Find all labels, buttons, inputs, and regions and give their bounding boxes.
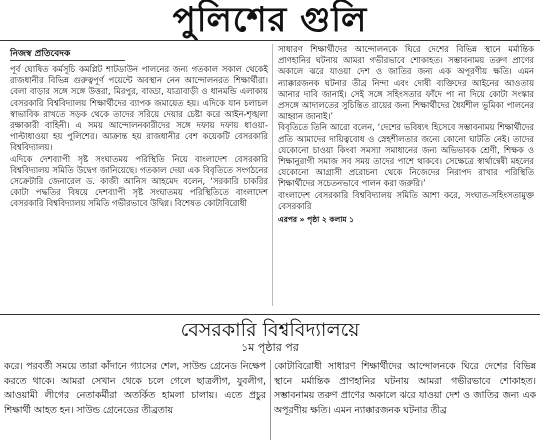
article-paragraph: পূর্ব ঘোষিত কর্মসূচি কমপ্লিট শাটডাউন পালনের জন্য গতকাল সকাল থেকেই রাজধানীর বিভিন্ন গুরুত্বপূর্ণ পয়েন্টে অবস্থান নেন আন্দোলনরত শিক্ষার্থীরা। বেলা বাড়ার সঙ্গে সঙ্গে উত্তরা, মিরপুর, বাড্ডা, যাত্রাবাড়ী ও ধানমন্ডি এলাকায় বেসরকারি বিশ্ববিদ্যালয় শিক্ষার্থীদের ব্যাপক জমায়েত হয়। এদিকে যান চলাচল স্বাভাবিক রাখতে সড়ক থেকে তাদের সরিয়ে দেয়ার চেষ্টা করে আইন-শৃঙ্খলা রক্ষাকারী বাহিনী। এ সময় আন্দোলনকারীদের সঙ্গে দফায় দফায় ধাওয়া-পাল্টাধাওয়া হয় পুলিশের। আক্রান্ত হয় রাজধানীর বেশ কয়েকটি বেসরকারি বিশ্ববিদ্যালয়। [10,64,268,153]
article2-paragraph: কোটাবিরোধী সাধারণ শিক্ষার্থীদের আন্দোলনকে ঘিরে দেশের বিভিন্ন স্থানে মর্মান্তিক প্রাণহানির ঘটনায় আমরা গভীরভাবে শোকাহত। সম্ভাবনাময় তরুণ প্রাণের অকালে ঝরে যাওয়া দেশ ও জাতির জন্য এক অপূরণীয় ক্ষতি। এমন ন্যাক্কারজনক ঘটনার তীব্র [274,361,536,416]
headline-divider [0,40,540,41]
article2-column-divider [270,360,271,440]
byline-underline [10,60,125,61]
article2-continued-from: ১ম পৃষ্ঠার পর [241,341,299,354]
article-headline-container [0,0,540,42]
article-column-right [278,44,534,312]
article-paragraph: বিবৃতিতে তিনি আরো বলেন, ‘দেশের ভবিষ্যৎ হিসেবে সম্ভাবনাময় শিক্ষার্থীদের প্রতি আমাদের দায়িত্ববোধ ও স্নেহশীলতার জন্যে কোনো ঘাটতি নেই। তাদের যেকোনো চাওয়া কিংবা সমস্যা সমাধানের জন্য অভিভাবক শ্রেণী, শিক্ষক ও শিক্ষানুরাগী সমাজ সব সময় তাদের পাশে থাকবে। সেক্ষেত্রে স্বার্থান্বেষী মহলের যেকোনো আগ্রাসী প্ররোচনা থেকে নিজেদের নিরাপদ রাখার পরিস্থিতি শিক্ষার্থীদের সচেতনভাবে পালন করা জরুরি।’ [278,122,534,189]
reporter-byline: নিজস্ব প্রতিবেদক [10,49,71,59]
article-paragraph: সাধারণ শিক্ষার্থীদের আন্দোলনকে ঘিরে দেশের বিভিন্ন স্থানে মর্মান্তিক প্রাণহানির ঘটনায় আমরা গভীরভাবে শোকাহত। সম্ভাবনাময় তরুণ প্রাণের অকালে ঝরে যাওয়া দেশ ও জাতির জন্য এক অপূরণীয় ক্ষতি। এমন ন্যাক্কারজনক ঘটনার তীব্র নিন্দা এবং দোষী ব্যক্তিদের আইনের আওতায় আনার দাবি জানাই। সেই সঙ্গে সহিংসতার ফাঁদে পা না দিয়ে কোটা সংস্কার প্রসঙ্গে আদালতের সুচিন্তিত রায়ের জন্য শিক্ষার্থীদের ধৈর্যশীল ভূমিকা পালনের আহ্বান জানাই।’ [278,44,534,122]
article-column-left [10,64,268,312]
article2-headline: বেসরকারি বিশ্ববিদ্যালয়ে [180,319,360,341]
article2-column-left [4,360,266,440]
article-paragraph: এদিকে দেশব্যাপী সৃষ্ট সংঘাতময় পরিস্থিতি নিয়ে বাংলাদেশ বেসরকারি বিশ্ববিদ্যালয় সমিতি উদ্বেগ জানিয়েছে। গতকাল দেয়া এক বিবৃতিতে সংগঠনের সেক্রেটারি জেনারেল ড. কাজী আনিস আহমেদ বলেন, ‘সরকারি চাকরির কোটা পদ্ধতির বিষয়ে দেশব্যাপী সৃষ্ট সংঘাতময় পরিস্থিতিতে বাংলাদেশ বেসরকারি বিশ্ববিদ্যালয় সমিতি গভীরভাবে উদ্বিগ্ন। বিশেষত কোটাবিরোধী [10,153,268,209]
article2-paragraph: করে। পরবর্তী সময়ে তারা কাঁদানে গ্যাসের শেল, সাউন্ড গ্রেনেড নিক্ষেপ করতে থাকে। আমরা সেখান থেকে চলে গেলে ছাত্রলীগ, যুবলীগ, আওয়ামী লীগের নেতাকর্মীরা অতর্কিত হামলা চালায়। এতে প্রচুর শিক্ষার্থী আহত হন। সাউন্ড গ্রেনেডের তীব্রতায় [4,361,266,416]
section-divider [0,314,540,315]
continuation-jump-line: এরপর » পৃষ্ঠা ২ কলাম ১ [278,215,355,225]
article-headline: পুলিশের গুলি [172,0,368,40]
article2-column-right [274,360,536,440]
article-paragraph: বাংলাদেশ বেসরকারি বিশ্ববিদ্যালয় সমিতি আশা করে, সংঘাত-সহিংসতামুক্ত বেসরকারি [278,189,534,211]
column-divider [272,44,273,306]
